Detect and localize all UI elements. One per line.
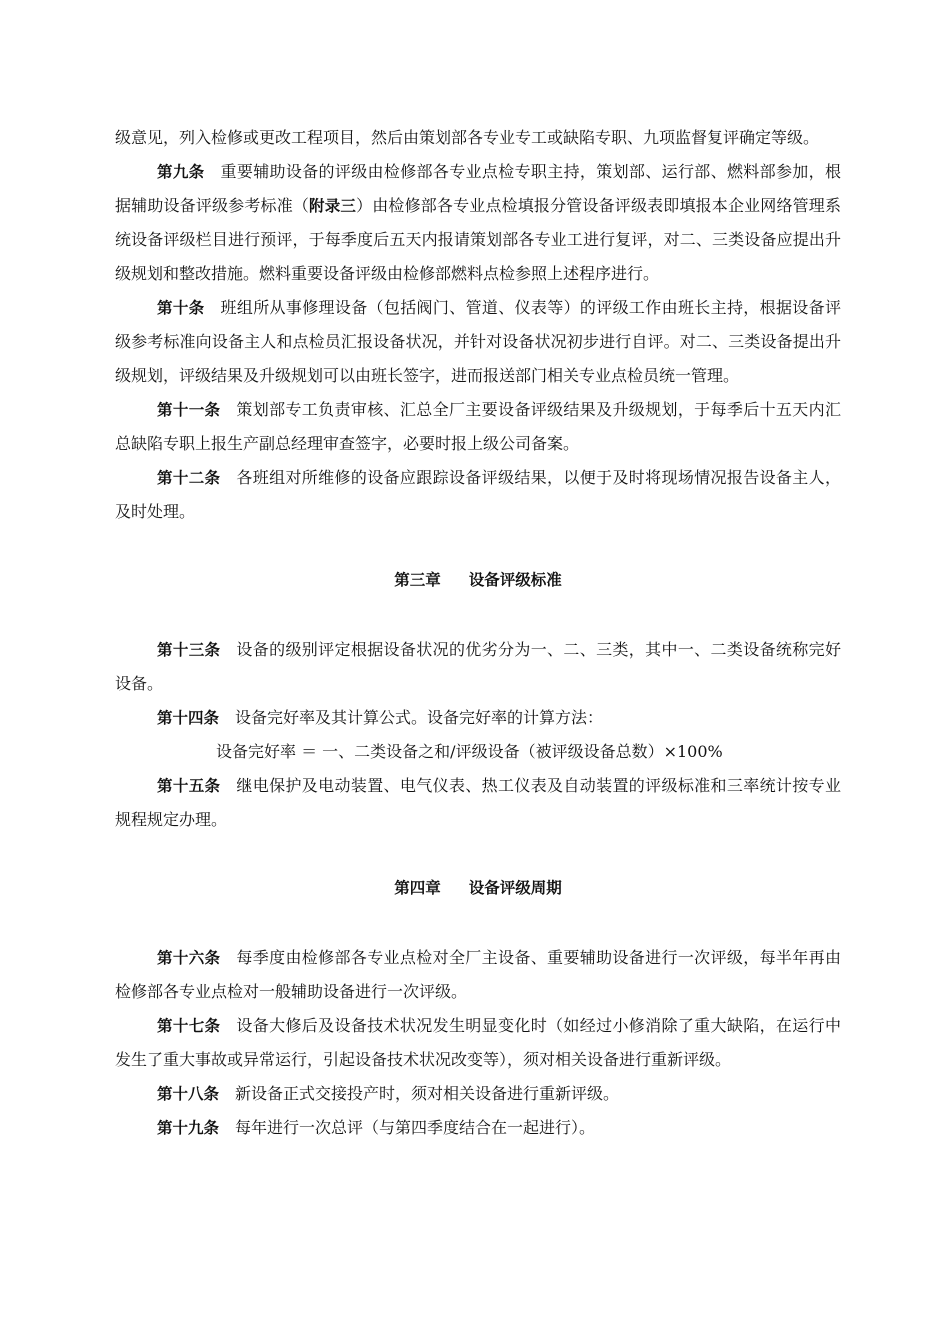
paragraph-article-15 — [115, 769, 841, 837]
chapter-heading-3 — [115, 563, 841, 597]
paragraph-article-18 — [115, 1077, 841, 1111]
article-number: 第十三条 — [157, 641, 221, 659]
paragraph-text: 班组所从事修理设备（包括阀门、管道、仪表等）的评级工作由班长主持，根据设备评级参考标准向设备主人和点检员汇报设备状况，并针对设备状况初步进行自评。对二、三类设备提出升级规划，评级结果及升级规划可以由班长签字，进而报送部门相关专业点检员统一管理。 — [115, 298, 841, 385]
appendix-reference: 附录三 — [309, 197, 357, 215]
spacer — [115, 597, 841, 633]
article-number: 第十四条 — [157, 709, 220, 727]
chapter-title: 设备评级标准 — [468, 571, 562, 589]
article-number: 第十五条 — [157, 777, 221, 795]
spacer — [115, 529, 841, 563]
spacer — [115, 837, 841, 871]
paragraph-text: 重要辅助设备的评级由检修部各专业点检专职主持，策划部、运行部、燃料部参加，根据辅助设备评级参考标准（ — [115, 162, 841, 215]
paragraph-text: 每季度由检修部各专业点检对全厂主设备、重要辅助设备进行一次评级，每半年再由检修部各专业点检对一般辅助设备进行一次评级。 — [115, 948, 841, 1001]
article-number: 第十九条 — [157, 1119, 220, 1137]
paragraph-article-17 — [115, 1009, 841, 1077]
chapter-number: 第四章 — [394, 879, 441, 897]
paragraph-text: 级意见，列入检修或更改工程项目，然后由策划部各专业专工或缺陷专职、九项监督复评确定等级。 — [115, 128, 820, 147]
paragraph-article-8-continued — [115, 121, 841, 155]
chapter-title: 设备评级周期 — [468, 879, 562, 897]
article-number: 第十条 — [157, 299, 205, 317]
document-body — [115, 121, 841, 1145]
paragraph-text: 设备大修后及设备技术状况发生明显变化时（如经过小修消除了重大缺陷，在运行中发生了重大事故或异常运行，引起设备技术状况改变等），须对相关设备进行重新评级。 — [115, 1016, 841, 1069]
paragraph-text: 继电保护及电动装置、电气仪表、热工仪表及自动装置的评级标准和三率统计按专业规程规定办理。 — [115, 776, 841, 829]
paragraph-article-14 — [115, 701, 841, 735]
article-number: 第十六条 — [157, 949, 221, 967]
article-number: 第十二条 — [157, 469, 221, 487]
article-number: 第十一条 — [157, 401, 221, 419]
formula-line: 设备完好率 ＝ 一、二类设备之和/评级设备（被评级设备总数）×100% — [216, 742, 723, 761]
chapter-heading-4 — [115, 871, 841, 905]
paragraph-text: 设备完好率及其计算公式。设备完好率的计算方法： — [235, 708, 604, 727]
paragraph-article-9 — [115, 155, 841, 291]
spacer — [115, 905, 841, 941]
article-number: 第九条 — [157, 163, 205, 181]
paragraph-text: 新设备正式交接投产时，须对相关设备进行重新评级。 — [235, 1084, 620, 1103]
article-number: 第十八条 — [157, 1085, 220, 1103]
paragraph-article-10 — [115, 291, 841, 393]
paragraph-text: 策划部专工负责审核、汇总全厂主要设备评级结果及升级规划，于每季后十五天内汇总缺陷专职上报生产副总经理审查签字，必要时报上级公司备案。 — [115, 400, 841, 453]
paragraph-text: ）由检修部各专业点检填报分管设备评级表即填报本企业网络管理系统设备评级栏目进行预评，于每季度后五天内报请策划部各专业工进行复评，对二、三类设备应提出升级规划和整改措施。燃料重要设备评级由检修部燃料点检参照上述程序进行。 — [115, 196, 841, 283]
paragraph-text: 每年进行一次总评（与第四季度结合在一起进行）。 — [235, 1118, 596, 1137]
paragraph-article-13 — [115, 633, 841, 701]
paragraph-article-12 — [115, 461, 841, 529]
article-number: 第十七条 — [157, 1017, 221, 1035]
paragraph-article-16 — [115, 941, 841, 1009]
paragraph-text: 设备的级别评定根据设备状况的优劣分为一、二、三类，其中一、二类设备统称完好设备。 — [115, 640, 841, 693]
paragraph-article-19 — [115, 1111, 841, 1145]
paragraph-article-11 — [115, 393, 841, 461]
paragraph-text: 各班组对所维修的设备应跟踪设备评级结果，以便于及时将现场情况报告设备主人，及时处理。 — [115, 468, 841, 521]
chapter-number: 第三章 — [394, 571, 441, 589]
